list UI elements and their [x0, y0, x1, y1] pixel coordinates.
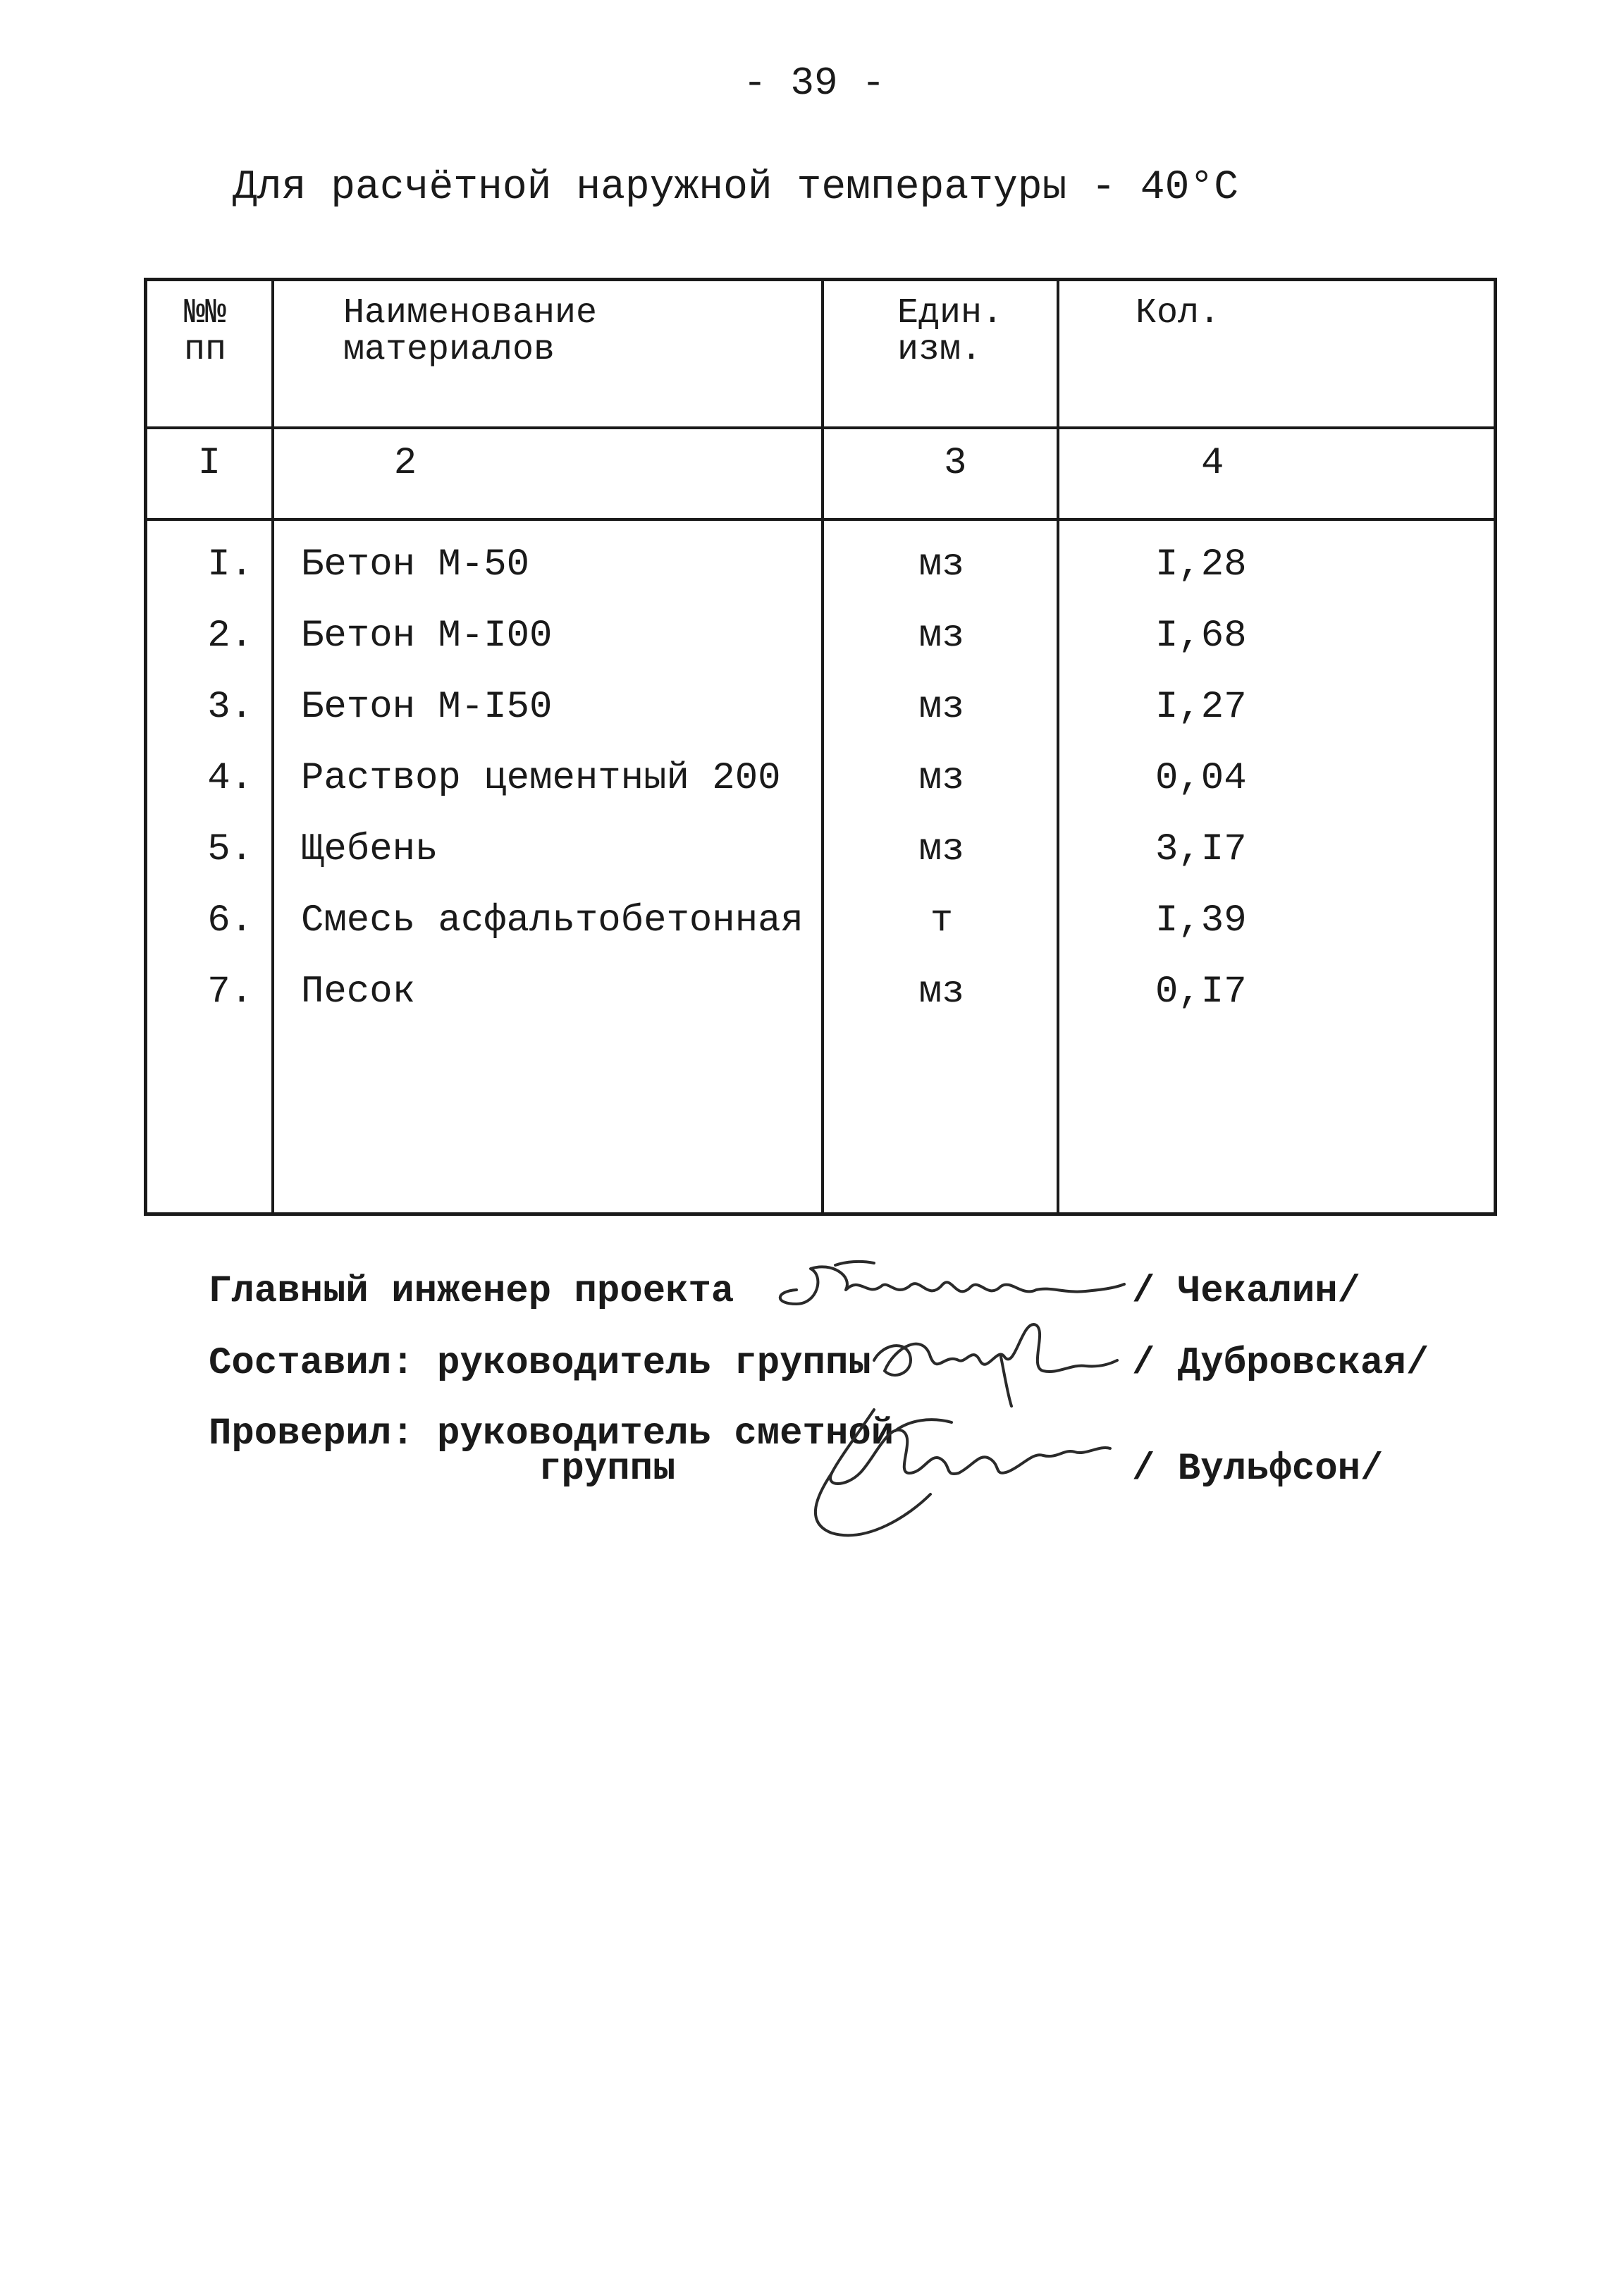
row-number: 3. [207, 686, 253, 729]
row-number: 4. [207, 757, 253, 800]
chief-engineer-role: Главный инженер проекта [209, 1270, 734, 1313]
row-material: Смесь асфальтобетонная [301, 899, 804, 942]
row-quantity: 0,04 [1155, 757, 1247, 800]
row-material: Щебень [301, 828, 438, 871]
row-number: 2. [207, 615, 253, 658]
row-quantity: I,27 [1155, 686, 1247, 729]
row-unit: т [930, 899, 954, 942]
row-material: Бетон М-I50 [301, 686, 553, 729]
row-quantity: 3,I7 [1155, 828, 1247, 871]
row-number: 7. [207, 971, 253, 1014]
compiled-by-role: Составил: руководитель группы [209, 1342, 871, 1385]
chief-engineer-name: / Чекалин/ [1132, 1270, 1361, 1313]
row-material: Бетон М-50 [301, 543, 530, 586]
row-quantity: I,28 [1155, 543, 1247, 586]
column-number: 4 [1201, 442, 1224, 485]
row-number: I. [207, 543, 253, 586]
signature-vulfson [789, 1381, 1128, 1551]
row-number: 6. [207, 899, 253, 942]
row-unit: мз [918, 757, 965, 800]
row-material: Бетон М-I00 [301, 615, 553, 658]
checked-by-role: Проверил: руководитель сметной [209, 1412, 894, 1455]
checked-by-role-line2: группы [539, 1448, 676, 1491]
header-no: №№ пп [184, 293, 227, 370]
row-unit: мз [918, 828, 965, 871]
row-quantity: I,39 [1155, 899, 1247, 942]
row-quantity: 0,I7 [1155, 971, 1247, 1014]
materials-table [144, 278, 1497, 1216]
row-number: 5. [207, 828, 253, 871]
header-unit: Един. изм. [897, 293, 1004, 370]
row-quantity: I,68 [1155, 615, 1247, 658]
column-number: I [197, 442, 221, 485]
row-unit: мз [918, 543, 965, 586]
header-qty: Кол. [1136, 293, 1221, 333]
header-name: Наименование материалов [343, 293, 598, 370]
column-number: 2 [393, 442, 417, 485]
column-number: 3 [944, 442, 967, 485]
row-unit: мз [918, 615, 965, 658]
row-unit: мз [918, 686, 965, 729]
row-material: Песок [301, 971, 416, 1014]
compiled-by-name: / Дубровская/ [1132, 1342, 1429, 1385]
row-unit: мз [918, 971, 965, 1014]
page-number: - 39 - [743, 61, 885, 106]
page-subtitle: Для расчётной наружной температуры - 40°С [233, 165, 1239, 211]
row-material: Раствор цементный 200 [301, 757, 781, 800]
checked-by-name: / Вульфсон/ [1132, 1448, 1384, 1491]
